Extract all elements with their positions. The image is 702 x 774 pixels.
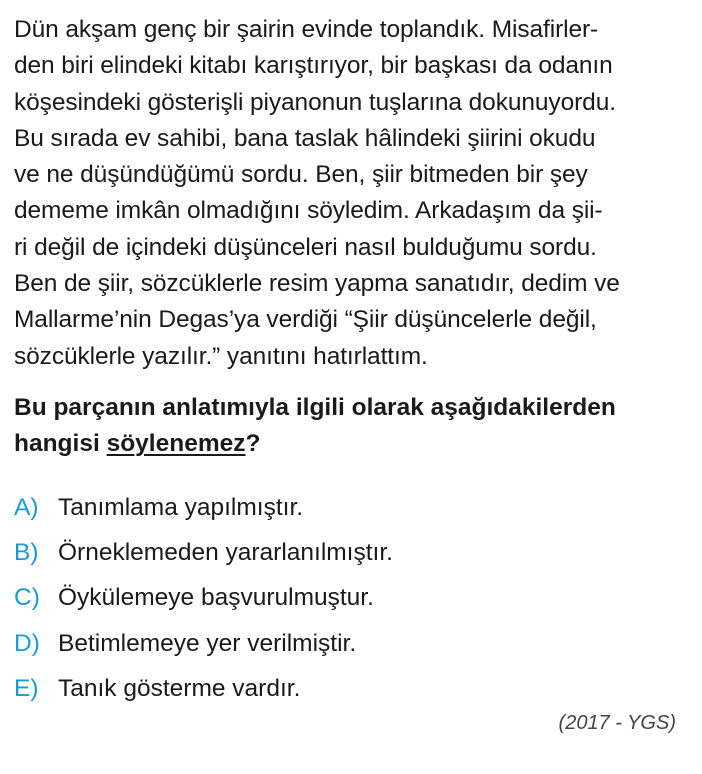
option-text: Tanık gösterme vardır. bbox=[58, 674, 301, 702]
option-d[interactable] bbox=[14, 626, 690, 671]
passage-text bbox=[14, 12, 690, 375]
answer-options bbox=[14, 490, 690, 716]
option-e[interactable] bbox=[14, 671, 690, 716]
passage-line: ve ne düşündüğümü sordu. Ben, şiir bitmeden bir şey bbox=[14, 161, 588, 189]
option-c[interactable] bbox=[14, 580, 690, 625]
option-letter: E) bbox=[14, 674, 39, 702]
passage-line: Mallarme’nin Degas’ya verdiği “Şiir düşüncelerle değil, bbox=[14, 306, 597, 334]
passage-line: dememe imkân olmadığını söyledim. Arkadaşım da şii- bbox=[14, 197, 603, 225]
question-prefix: hangisi bbox=[14, 430, 107, 457]
option-letter: A) bbox=[14, 494, 39, 521]
option-a[interactable] bbox=[14, 490, 690, 535]
option-text: Örneklemeden yararlanılmıştır. bbox=[58, 539, 393, 567]
passage-line: den biri elindeki kitabı karıştırıyor, bir başkası da odanın bbox=[14, 52, 613, 80]
option-text: Betimlemeye yer verilmiştir. bbox=[58, 629, 357, 657]
option-letter: B) bbox=[14, 539, 39, 567]
passage-line: Dün akşam genç bir şairin evinde toplandık. Misafirler- bbox=[14, 16, 599, 43]
passage-line: Bu sırada ev sahibi, bana taslak hâlindeki şiirini okudu bbox=[14, 124, 596, 152]
option-letter: C) bbox=[14, 584, 40, 612]
passage-line: sözcüklerle yazılır.” yanıtını hatırlattım. bbox=[14, 342, 428, 370]
option-text: Öykülemeye başvurulmuştur. bbox=[58, 584, 374, 612]
passage-line: köşesindeki gösterişli piyanonun tuşlarına dokunuyordu. bbox=[14, 88, 616, 116]
source-citation: (2017 - YGS) bbox=[558, 712, 676, 734]
option-letter: D) bbox=[14, 629, 40, 657]
passage-line: Ben de şiir, sözcüklerle resim yapma sanatıdır, dedim ve bbox=[14, 270, 620, 298]
passage-line: ri değil de içindeki düşünceleri nasıl bulduğumu sordu. bbox=[14, 233, 597, 261]
question-stem bbox=[14, 390, 690, 462]
option-text: Tanımlama yapılmıştır. bbox=[58, 494, 304, 521]
question-emphasis: söylenemez bbox=[106, 430, 246, 457]
question-line-2 bbox=[14, 426, 690, 462]
question-line-1: Bu parçanın anlatımıyla ilgili olarak aşağıdakilerden bbox=[14, 394, 616, 421]
question-mark: ? bbox=[245, 430, 261, 457]
option-b[interactable] bbox=[14, 535, 690, 580]
